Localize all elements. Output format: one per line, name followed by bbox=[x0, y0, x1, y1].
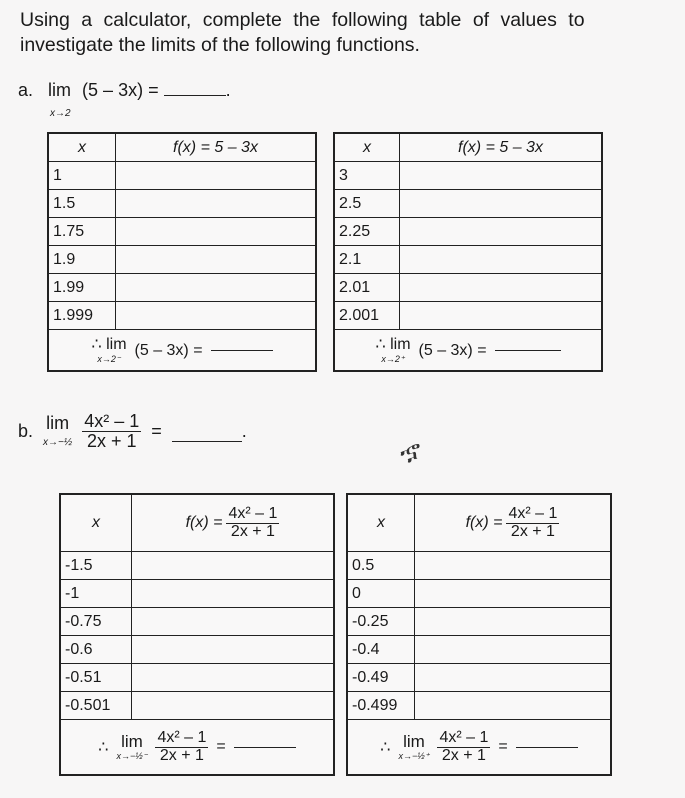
x-value: -0.4 bbox=[347, 636, 415, 664]
x-value: -0.49 bbox=[347, 664, 415, 692]
footer-lim: lim x→−½⁻ bbox=[116, 732, 148, 761]
handwritten-mark: ኇ bbox=[396, 433, 425, 469]
fx-answer-cell[interactable] bbox=[400, 302, 603, 330]
header-x: x bbox=[334, 133, 400, 162]
left-limit-answer-blank[interactable] bbox=[211, 350, 273, 351]
part-b-heading bbox=[18, 412, 247, 451]
fx-answer-cell[interactable] bbox=[400, 162, 603, 190]
table-row bbox=[334, 162, 602, 190]
header-x: x bbox=[48, 133, 116, 162]
x-value: 1.5 bbox=[48, 190, 116, 218]
x-value: -1.5 bbox=[60, 552, 132, 580]
x-value: 1.99 bbox=[48, 274, 116, 302]
fx-answer-cell[interactable] bbox=[116, 246, 317, 274]
fx-answer-cell[interactable] bbox=[116, 274, 317, 302]
x-value: -0.75 bbox=[60, 608, 132, 636]
part-a-approach: x→2 bbox=[50, 108, 71, 119]
table-row bbox=[347, 636, 611, 664]
fx-answer-cell[interactable] bbox=[415, 580, 612, 608]
x-value: 1.75 bbox=[48, 218, 116, 246]
fx-answer-cell[interactable] bbox=[400, 190, 603, 218]
x-value: 2.25 bbox=[334, 218, 400, 246]
equals: = bbox=[151, 420, 162, 441]
table-row bbox=[347, 552, 611, 580]
table-row bbox=[60, 664, 334, 692]
period: . bbox=[241, 420, 247, 441]
x-value: 1.9 bbox=[48, 246, 116, 274]
x-value: -0.25 bbox=[347, 608, 415, 636]
x-value: 2.01 bbox=[334, 274, 400, 302]
table-row bbox=[334, 218, 602, 246]
fx-answer-cell[interactable] bbox=[116, 302, 317, 330]
footer-expression: (5 – 3x) = bbox=[418, 341, 487, 359]
x-value: 2.5 bbox=[334, 190, 400, 218]
table-row bbox=[60, 580, 334, 608]
x-value: 0.5 bbox=[347, 552, 415, 580]
footer-lim: ∴ lim x→2⁻ bbox=[91, 336, 127, 364]
x-value: -0.501 bbox=[60, 692, 132, 720]
right-limit-answer-blank[interactable] bbox=[516, 747, 578, 748]
fx-answer-cell[interactable] bbox=[415, 664, 612, 692]
part-b-answer-blank[interactable] bbox=[172, 423, 242, 442]
lim-text: lim bbox=[48, 80, 72, 100]
table-row bbox=[347, 664, 611, 692]
fx-answer-cell[interactable] bbox=[132, 636, 335, 664]
table-footer bbox=[334, 330, 602, 372]
table-row bbox=[347, 608, 611, 636]
part-b-right-table bbox=[346, 493, 612, 776]
header-fx: f(x) = $\frac{\text{4x² – 1}}{2x + 1}$ bbox=[415, 494, 612, 552]
table-row bbox=[48, 190, 316, 218]
fx-answer-cell[interactable] bbox=[116, 162, 317, 190]
part-a-left-table bbox=[47, 132, 317, 372]
header-fx: f(x) = 5 – 3x bbox=[116, 133, 317, 162]
table-row bbox=[48, 302, 316, 330]
x-value: -0.6 bbox=[60, 636, 132, 664]
table-footer: ∴ lim x→−½⁺ $\frac{\text{4x² – 1}}{2x + 1}$ = bbox=[347, 720, 611, 776]
fx-answer-cell[interactable] bbox=[415, 608, 612, 636]
part-a-right-table bbox=[333, 132, 603, 372]
header-x: x bbox=[347, 494, 415, 552]
table-footer: ∴ lim x→−½⁻ $\frac{\text{4x² – 1}}{2x + 1}$ = bbox=[60, 720, 334, 776]
footer-lim: lim x→−½⁺ bbox=[398, 732, 430, 761]
right-limit-answer-blank[interactable] bbox=[495, 350, 561, 351]
fx-answer-cell[interactable] bbox=[400, 246, 603, 274]
instructions-line-1: Using a calculator, complete the following table of values to bbox=[20, 9, 585, 31]
fx-answer-cell[interactable] bbox=[132, 692, 335, 720]
table-row bbox=[60, 692, 334, 720]
table-row bbox=[48, 274, 316, 302]
fx-answer-cell[interactable] bbox=[400, 218, 603, 246]
x-value: 2.1 bbox=[334, 246, 400, 274]
x-value: -0.51 bbox=[60, 664, 132, 692]
header-x: x bbox=[60, 494, 132, 552]
part-a-lim bbox=[48, 80, 71, 101]
left-limit-answer-blank[interactable] bbox=[234, 747, 296, 748]
footer-expression: (5 – 3x) = bbox=[134, 341, 203, 359]
part-a-answer-blank[interactable] bbox=[164, 95, 226, 96]
instructions bbox=[20, 8, 680, 58]
table-row bbox=[48, 218, 316, 246]
fx-answer-cell[interactable] bbox=[132, 608, 335, 636]
table-row bbox=[334, 246, 602, 274]
table-row bbox=[60, 608, 334, 636]
table-row bbox=[334, 302, 602, 330]
table-row bbox=[48, 246, 316, 274]
x-value: 3 bbox=[334, 162, 400, 190]
table-row bbox=[48, 162, 316, 190]
table-row bbox=[334, 190, 602, 218]
fx-answer-cell[interactable] bbox=[400, 274, 603, 302]
x-value: -1 bbox=[60, 580, 132, 608]
table-row bbox=[347, 692, 611, 720]
part-a-expression: (5 – 3x) = bbox=[82, 80, 159, 100]
part-b-left-table bbox=[59, 493, 335, 776]
part-b-fraction: $\frac{\text{4x² – 1}}{2x + 1}$ bbox=[84, 411, 140, 451]
period: . bbox=[225, 80, 231, 100]
part-b-label: b. bbox=[18, 420, 34, 441]
table-row bbox=[347, 580, 611, 608]
fx-answer-cell[interactable] bbox=[116, 190, 317, 218]
x-value: 1.999 bbox=[48, 302, 116, 330]
part-a-label: a. bbox=[18, 80, 34, 100]
x-value: 2.001 bbox=[334, 302, 400, 330]
table-footer bbox=[48, 330, 316, 372]
fx-answer-cell[interactable] bbox=[415, 636, 612, 664]
x-value: -0.499 bbox=[347, 692, 415, 720]
part-a-heading bbox=[18, 80, 231, 101]
x-value: 0 bbox=[347, 580, 415, 608]
footer-lim: ∴ lim x→2⁺ bbox=[375, 336, 411, 364]
table-row bbox=[60, 552, 334, 580]
table-row bbox=[60, 636, 334, 664]
fx-answer-cell[interactable] bbox=[132, 552, 335, 580]
fx-answer-cell[interactable] bbox=[132, 664, 335, 692]
header-fx: f(x) = $\frac{\text{4x² – 1}}{2x + 1}$ bbox=[132, 494, 335, 552]
fx-answer-cell[interactable] bbox=[116, 218, 317, 246]
part-b-lim: lim x→−½ bbox=[43, 413, 73, 449]
fx-answer-cell[interactable] bbox=[415, 692, 612, 720]
fx-answer-cell[interactable] bbox=[415, 552, 612, 580]
header-fx: f(x) = 5 – 3x bbox=[400, 133, 603, 162]
table-row bbox=[334, 274, 602, 302]
x-value: 1 bbox=[48, 162, 116, 190]
fx-answer-cell[interactable] bbox=[132, 580, 335, 608]
instructions-line-2: investigate the limits of the following functions. bbox=[20, 34, 420, 56]
